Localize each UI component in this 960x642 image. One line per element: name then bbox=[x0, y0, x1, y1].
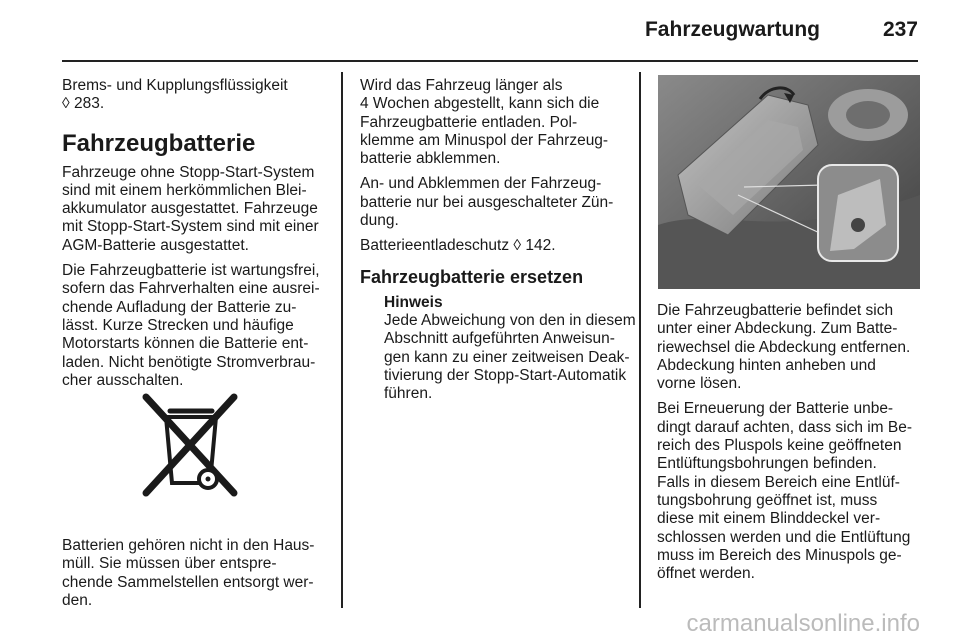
text-line: führen. bbox=[384, 385, 433, 403]
text-line: ◊ 283. bbox=[62, 95, 105, 113]
text-line: tungsbohrung geöffnet ist, muss bbox=[657, 491, 878, 509]
text-line: vorne lösen. bbox=[657, 375, 742, 393]
battery-disposal-paragraph bbox=[62, 537, 334, 610]
text-line: sofern das Fahrverhalten eine ausrei- bbox=[62, 280, 320, 298]
text-line: akkumulator ausgestattet. Fahrzeuge bbox=[62, 200, 318, 218]
text-line: Bei Erneuerung der Batterie unbe- bbox=[657, 400, 894, 418]
text-line: diese mit einem Blinddeckel ver- bbox=[657, 510, 881, 528]
text-line: chende Sammelstellen entsorgt wer- bbox=[62, 573, 314, 591]
text-line: Fahrzeuge ohne Stopp-Start-System bbox=[62, 163, 315, 181]
text-line: unter einer Abdeckung. Zum Batte- bbox=[657, 320, 898, 338]
text-line: An- und Abklemmen der Fahrzeug- bbox=[360, 175, 602, 193]
vent-paragraph bbox=[657, 400, 937, 583]
column-divider-1 bbox=[341, 72, 343, 608]
text-line: gen kann zu einer zeitweisen Deak- bbox=[384, 348, 630, 366]
text-line: Falls in diesem Bereich eine Entlüf- bbox=[657, 473, 900, 491]
text-line: laden. Nicht benötigte Stromverbrau- bbox=[62, 353, 316, 371]
text-line: Abdeckung hinten anheben und bbox=[657, 356, 876, 374]
battery-paragraph-1 bbox=[62, 164, 334, 255]
text-line: Brems- und Kupplungsflüssigkeit bbox=[62, 77, 288, 94]
section-heading-battery: Fahrzeugbatterie bbox=[62, 129, 256, 157]
ignition-paragraph bbox=[360, 175, 632, 230]
text-line: muss im Bereich des Minuspols ge- bbox=[657, 546, 902, 564]
note-text bbox=[384, 311, 636, 403]
text-line: Batterien gehören nicht in den Haus- bbox=[62, 537, 315, 555]
text-line: Die Fahrzeugbatterie befindet sich bbox=[657, 302, 894, 319]
text-line: mit Stopp-Start-System sind mit einer bbox=[62, 218, 319, 236]
text-line: dingt darauf achten, dass sich im Be- bbox=[657, 418, 913, 436]
text-line: Die Fahrzeugbatterie ist wartungsfrei, bbox=[62, 262, 320, 280]
text-line: lässt. Kurze Strecken und häufige bbox=[62, 316, 294, 334]
text-line: chende Aufladung der Batterie zu- bbox=[62, 298, 297, 316]
battery-paragraph-2 bbox=[62, 262, 334, 390]
cover-paragraph bbox=[657, 302, 937, 393]
text-line: AGM-Batterie ausgestattet. bbox=[62, 236, 249, 254]
discharge-protection-paragraph bbox=[360, 237, 632, 255]
page-number: 237 bbox=[882, 18, 918, 41]
storage-paragraph bbox=[360, 77, 632, 168]
watermark: carmanualsonline.info bbox=[686, 610, 920, 637]
intro-paragraph bbox=[62, 77, 334, 114]
column-divider-2 bbox=[639, 72, 641, 608]
column-1 bbox=[62, 77, 334, 617]
section-heading-replace-battery: Fahrzeugbatterie ersetzen bbox=[360, 266, 584, 287]
text-line: Motorstarts können die Batterie ent- bbox=[62, 335, 309, 353]
text-line: riewechsel die Abdeckung entfernen. bbox=[657, 338, 911, 356]
text-line: reich des Pluspols keine geöffneten bbox=[657, 437, 902, 455]
text-line: dung. bbox=[360, 212, 399, 230]
battery-cover-illustration bbox=[658, 75, 920, 289]
text-line: müll. Sie müssen über entspre- bbox=[62, 555, 277, 573]
text-line: batterie abklemmen. bbox=[360, 150, 501, 168]
note-block bbox=[360, 293, 636, 404]
text-line: Wird das Fahrzeug länger als bbox=[360, 77, 563, 94]
note-title: Hinweis bbox=[384, 293, 443, 311]
text-line: klemme am Minuspol der Fahrzeug- bbox=[360, 131, 609, 149]
column-3 bbox=[657, 302, 937, 590]
text-line: 4 Wochen abgestellt, kann sich die bbox=[360, 95, 600, 113]
text-line: Entlüftungsbohrungen befinden. bbox=[657, 455, 877, 473]
crossed-bin-icon bbox=[140, 393, 242, 497]
page-title: Fahrzeugwartung bbox=[644, 18, 820, 41]
text-line: öffnet werden. bbox=[657, 565, 755, 583]
header-divider bbox=[62, 60, 918, 62]
text-line: Batterieentladeschutz ◊ 142. bbox=[360, 237, 556, 255]
text-line: sind mit einem herkömmlichen Blei- bbox=[62, 181, 307, 199]
text-line: Abschnitt aufgeführten Anweisun- bbox=[384, 330, 615, 348]
text-line: cher ausschalten. bbox=[62, 371, 184, 389]
column-2 bbox=[360, 77, 636, 410]
text-line: batterie nur bei ausgeschalteter Zün- bbox=[360, 193, 614, 211]
text-line: Jede Abweichung von den in diesem bbox=[384, 311, 636, 329]
text-line: den. bbox=[62, 592, 93, 610]
text-line: schlossen werden und die Entlüftung bbox=[657, 528, 911, 546]
text-line: Fahrzeugbatterie entladen. Pol- bbox=[360, 113, 578, 131]
text-line: tivierung der Stopp-Start-Automatik bbox=[384, 366, 627, 384]
